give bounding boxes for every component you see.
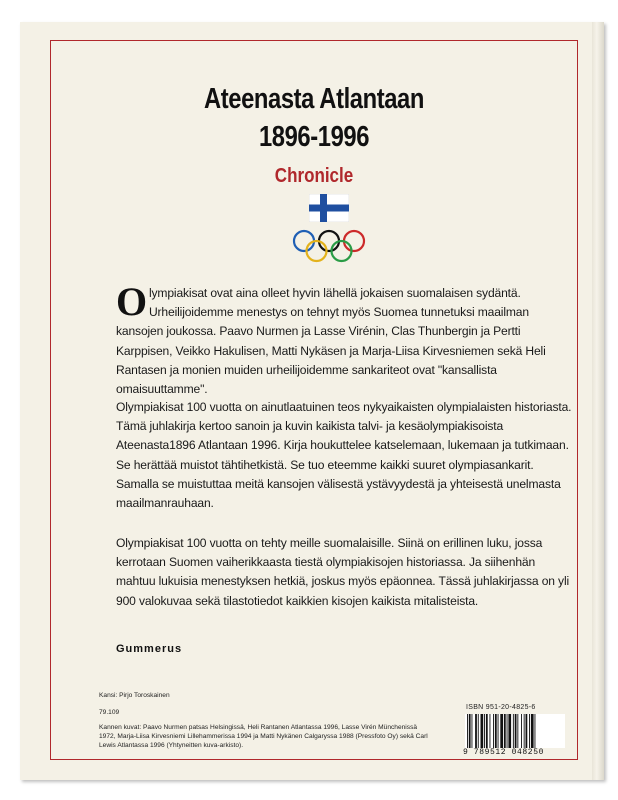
book-back-cover [20, 22, 604, 780]
paragraph-2: Olympiakisat 100 vuotta on ainutlaatuinen teos nykyaikaisten olympialaisten historiasta. Tämä juhlakirja kertoo sanoin ja kuvin kaikista talvi- ja kesäolympiakisoista Ateenasta1896 Atlantaan 1996. Kirja houkuttelee katselemaan, lukemaan ja tutkimaan. Se herättää muistot tähtihetkistä. Se tuo eteemme kaikki suuret olympiasankarit. Samalla se muistuttaa meitä kansojen välisestä ystävyydestä ja yhteisestä unelmasta maailmanrauhaan. [116, 400, 572, 511]
barcode-icon [465, 714, 565, 748]
title-line-2: 1896-1996 [258, 121, 370, 153]
finnish-flag-icon [309, 194, 349, 222]
drop-cap: O [116, 279, 147, 324]
barcode-number: 9 789512 048250 [463, 748, 545, 757]
title-line-1: Ateenasta Atlantaan [204, 83, 424, 115]
olympic-rings-icon [291, 228, 367, 264]
cover-edge [592, 22, 604, 780]
paragraph-3: Olympiakisat 100 vuotta on tehty meille suomalaisille. Siinä on erillinen luku, jossa kerrotaan Suomen vaiherikkaasta tiestä olympiakisojen historiassa. Ja siihenhän mahtuu lukuisia menestyksen hetkiä, joskus myös epäonnea. Tässä juhlakirjassa on yli 900 valokuvaa sekä tilastotiedot kaikkien kisojen kaikista mitalisteista. [116, 536, 570, 608]
chronicle-subtitle: Chronicle [274, 165, 354, 187]
class-code: 79.109 [99, 709, 120, 716]
paragraph-1 [116, 279, 576, 399]
isbn-label: ISBN 951-20-4825-6 [466, 704, 536, 711]
publisher-name: Gummerus [116, 643, 183, 655]
red-frame [50, 40, 578, 760]
cover-designer-credit: Kansi: Pirjo Toroskainen [99, 692, 170, 699]
photo-credits: Kannen kuvat: Paavo Nurmen patsas Helsingissä, Heli Rantanen Atlantassa 1996, Lasse Virén Münchenissä 1972, Marja-Liisa Kirvesniemi Lillehammerissa 1994 ja Matti Nykänen Calgaryssa 1988 (Pressfoto Oy) sekä Carl Lewis Atlantassa 1996 (Yhtyneitten kuva-arkisto). [99, 724, 428, 749]
paragraph-1-text: lympiakisat ovat aina olleet hyvin lähellä jokaisen suomalaisen sydäntä. Urheilijoidemme menestys on tehnyt myös Suomea tunnetuksi maailman kansojen joukossa. Paavo Nurmen ja Lasse Virénin, Clas Thunbergin ja Pertti Karppisen, Veikko Hakulisen, Matti Nykäsen ja Marja-Liisa Kirvesniemen sekä Heli Rantasen ja monien muiden urheilijoidemme sankariteot ovat "kansallista omaisuuttamme". [116, 286, 546, 397]
